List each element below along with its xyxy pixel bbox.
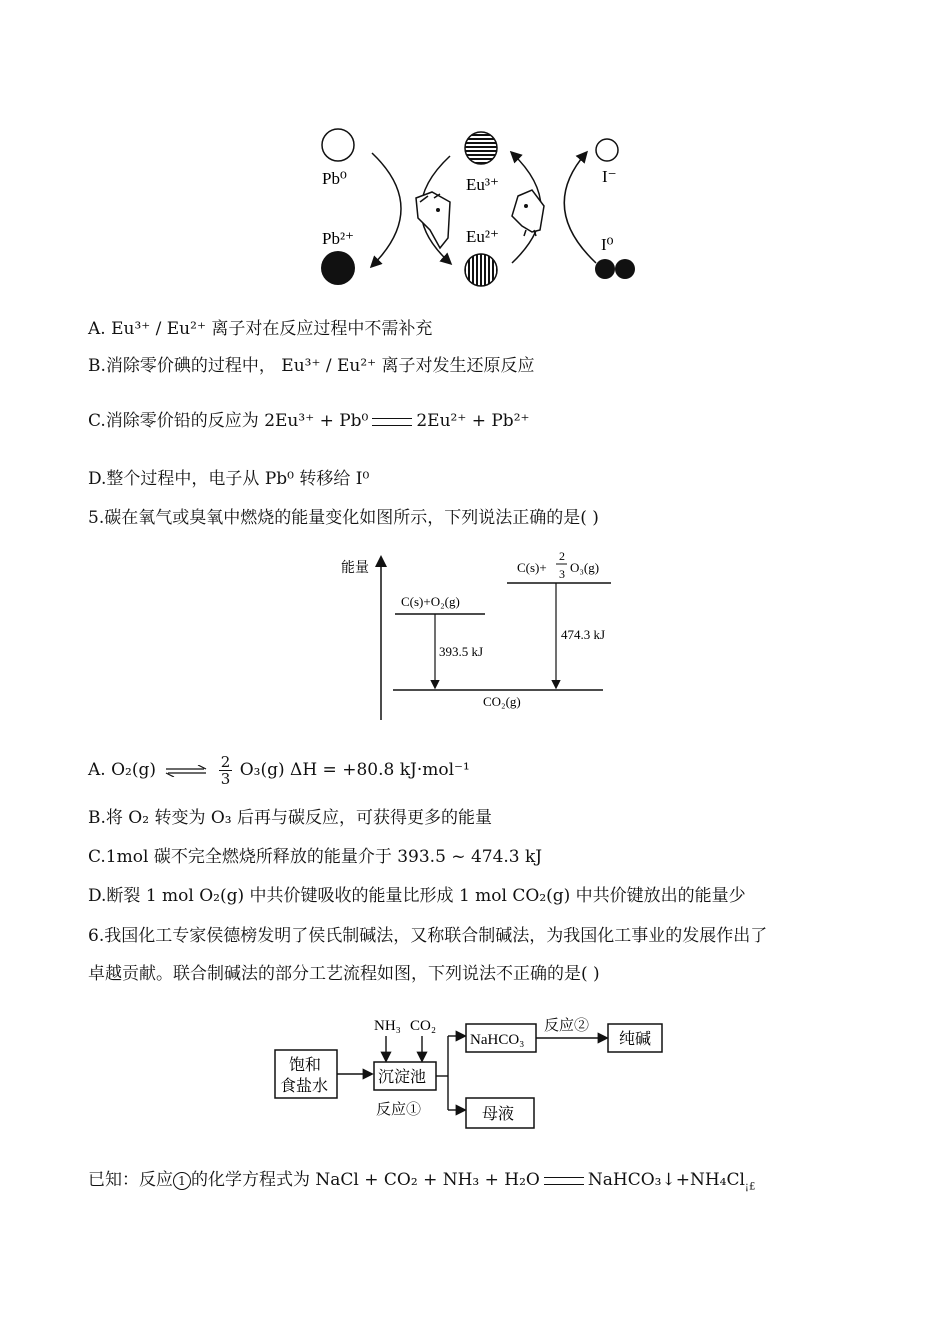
- co2-label: CO₂: [410, 1018, 437, 1034]
- level-bottom-label: CO₂(g): [483, 694, 521, 709]
- process-flow-diagram: [270, 1010, 710, 1138]
- equals-sign-2: [544, 1177, 584, 1185]
- frac-num: 2: [220, 753, 231, 771]
- eu2-ion: [465, 254, 497, 286]
- box1-line1: 饱和: [289, 1057, 322, 1074]
- box4-label: 纯碱: [619, 1031, 652, 1048]
- equals-sign: [372, 418, 412, 426]
- q5-option-a-right: O₃(g) ΔH = +80.8 kJ·mol⁻¹: [239, 760, 470, 780]
- known-tail: ¡£: [744, 1181, 756, 1193]
- eu3-ion: [465, 132, 497, 164]
- pb2-ion: [321, 251, 355, 285]
- eu-cycle-diagram: [300, 118, 660, 293]
- pb0-atom: [322, 129, 354, 161]
- q4-option-d: D.整个过程中，电子从 Pb⁰ 转移给 I⁰: [88, 469, 370, 489]
- q5-option-d: D.断裂 1 mol O₂(g) 中共价键吸收的能量比形成 1 mol CO₂(g) 中共价键放出的能量少: [88, 886, 746, 906]
- eu3-label: Eu³⁺: [466, 175, 499, 194]
- level-right-post: O₃(g): [570, 560, 600, 575]
- i0-atom-1: [595, 259, 615, 279]
- i-minus-ion: [596, 139, 618, 161]
- q5-option-a: [88, 754, 470, 787]
- fraction-two-thirds: [219, 754, 233, 787]
- arc-i0-to-iminus: [564, 153, 596, 263]
- q4-option-c-left: C.消除零价铅的反应为 2Eu³⁺ + Pb⁰: [88, 411, 369, 431]
- q6-stem-line2: 卓越贡献。联合制碱法的部分工艺流程如图，下列说法不正确的是( ): [88, 964, 600, 984]
- level-right-pre: C(s)+: [517, 560, 547, 575]
- arc-pb0-to-pb2: [372, 153, 401, 266]
- q4-option-b: B.消除零价碘的过程中， Eu³⁺ / Eu²⁺ 离子对发生还原反应: [88, 356, 535, 376]
- pacman-left-icon: [416, 192, 450, 248]
- reaction1-label: 反应①: [376, 1102, 422, 1118]
- energy-diagram: [335, 548, 625, 723]
- reaction2-label: 反应②: [544, 1018, 590, 1034]
- value-right: 474.3 kJ: [561, 627, 606, 642]
- q4-option-a: A. Eu³⁺ / Eu²⁺ 离子对在反应过程中不需补充: [88, 319, 433, 339]
- box2-label: 沉淀池: [378, 1069, 427, 1086]
- q6-stem-line1: 6.我国化工专家侯德榜发明了侯氏制碱法，又称联合制碱法，为我国化工事业的发展作出了: [88, 926, 768, 946]
- q5-option-c: C.1mol 碳不完全燃烧所释放的能量介于 393.5 ~ 474.3 kJ: [88, 847, 543, 867]
- q6-known: [88, 1168, 755, 1199]
- level-left-label: C(s)+O₂(g): [401, 594, 460, 609]
- y-axis-label: 能量: [341, 561, 369, 576]
- pb2-label: Pb²⁺: [322, 229, 355, 248]
- level-right-den: 3: [559, 567, 565, 581]
- box3-label: NaHCO₃: [470, 1032, 525, 1048]
- i-minus-label: I⁻: [602, 167, 617, 186]
- i0-atom-2: [615, 259, 635, 279]
- known-left: 已知：反应: [88, 1170, 173, 1190]
- value-left: 393.5 kJ: [439, 644, 484, 659]
- q5-stem: 5.碳在氧气或臭氧中燃烧的能量变化如图所示，下列说法正确的是( ): [88, 508, 599, 528]
- nh3-label: NH₃: [374, 1018, 401, 1034]
- q5-option-b: B.将 O₂ 转变为 O₃ 后再与碳反应，可获得更多的能量: [88, 808, 493, 828]
- pb0-label: Pb⁰: [322, 169, 347, 188]
- q5-option-a-left: A. O₂(g): [88, 760, 156, 780]
- eu2-label: Eu²⁺: [466, 227, 499, 246]
- box5-label: 母液: [482, 1106, 515, 1123]
- q4-option-c-right: 2Eu²⁺ + Pb²⁺: [416, 411, 530, 431]
- box1-line2: 食盐水: [280, 1078, 329, 1095]
- circled-number: 1: [173, 1172, 191, 1190]
- known-right: NaHCO₃↓+NH₄Cl: [587, 1170, 745, 1190]
- frac-den: 3: [220, 770, 231, 788]
- known-mid: 的化学方程式为 NaCl + CO₂ + NH₃ + H₂O: [191, 1170, 540, 1190]
- q4-option-c: [88, 409, 529, 433]
- level-right-num: 2: [559, 549, 565, 563]
- equilibrium-arrow-icon: [164, 765, 208, 777]
- i0-label: I⁰: [601, 235, 614, 254]
